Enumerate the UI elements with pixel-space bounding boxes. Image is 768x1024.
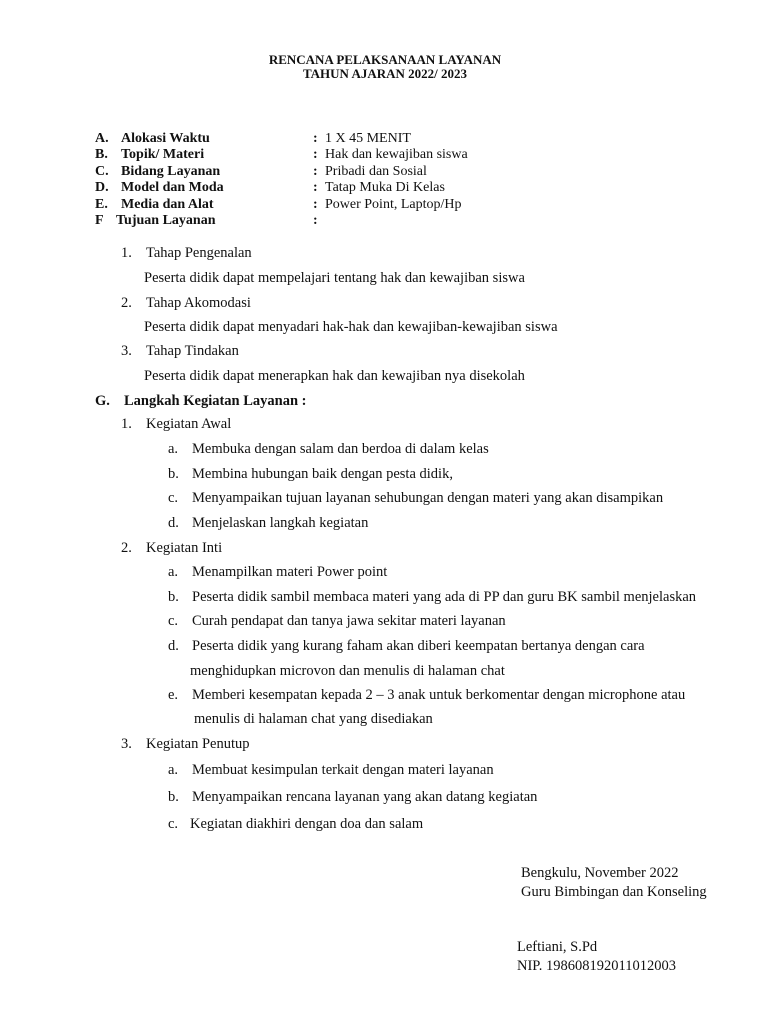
tujuan-title: Tahap Tindakan — [146, 343, 239, 359]
list-item: Curah pendapat dan tanya jawa sekitar materi layanan — [192, 613, 506, 629]
info-colon: : — [313, 180, 318, 195]
info-label: Tujuan Layanan — [116, 213, 216, 228]
info-value: Pribadi dan Sosial — [325, 164, 427, 179]
item-letter: a. — [168, 441, 179, 457]
list-item: Memberi kesempatan kepada 2 – 3 anak untuk berkomentar dengan microphone atau — [192, 687, 686, 703]
info-label: Topik/ Materi — [121, 147, 205, 162]
list-item: Menyampaikan rencana layanan yang akan datang kegiatan — [192, 789, 538, 805]
tujuan-title: Tahap Akomodasi — [146, 295, 251, 311]
place-date: Bengkulu, November 2022 — [521, 865, 679, 881]
item-letter: c. — [168, 490, 179, 506]
info-value: Tatap Muka Di Kelas — [325, 180, 445, 195]
tujuan-desc: Peserta didik dapat mempelajari tentang hak dan kewajiban siswa — [144, 270, 525, 286]
info-value: Hak dan kewajiban siswa — [325, 147, 468, 162]
subsection-title: Kegiatan Penutup — [146, 736, 250, 752]
list-item: Menampilkan materi Power point — [192, 564, 388, 580]
list-item-continuation: menghidupkan microvon dan menulis di halaman chat — [190, 663, 505, 679]
list-number: 1. — [121, 245, 132, 261]
item-letter: a. — [168, 762, 179, 778]
list-item: Menyampaikan tujuan layanan sehubungan dengan materi yang akan disampikan — [192, 490, 664, 506]
info-value: 1 X 45 MENIT — [325, 131, 411, 146]
item-letter: b. — [168, 589, 179, 605]
item-letter: c. — [168, 816, 179, 832]
list-item: Menjelaskan langkah kegiatan — [192, 515, 369, 531]
info-colon: : — [313, 164, 318, 179]
signer-nip: NIP. 198608192011012003 — [517, 958, 676, 974]
list-number: 3. — [121, 736, 132, 752]
signer-name: Leftiani, S.Pd — [517, 939, 598, 955]
list-item: Membuka dengan salam dan berdoa di dalam kelas — [192, 441, 489, 457]
info-letter: A. — [95, 131, 109, 146]
info-letter: F — [95, 213, 104, 228]
list-item: Kegiatan diakhiri dengan doa dan salam — [190, 816, 424, 832]
tujuan-title: Tahap Pengenalan — [146, 245, 252, 261]
info-label: Media dan Alat — [121, 197, 214, 212]
tujuan-desc: Peserta didik dapat menyadari hak-hak dan kewajiban-kewajiban siswa — [144, 319, 558, 335]
subsection-title: Kegiatan Awal — [146, 416, 232, 432]
list-number: 2. — [121, 295, 132, 311]
item-letter: c. — [168, 613, 179, 629]
list-item: Peserta didik yang kurang faham akan diberi keempatan bertanya dengan cara — [192, 638, 645, 654]
document-title: RENCANA PELAKSANAAN LAYANAN — [268, 52, 502, 67]
item-letter: e. — [168, 687, 179, 703]
list-number: 2. — [121, 540, 132, 556]
subsection-title: Kegiatan Inti — [146, 540, 223, 556]
info-colon: : — [313, 131, 318, 146]
document-subtitle: TAHUN AJARAN 2022/ 2023 — [302, 66, 468, 81]
list-item: Membina hubungan baik dengan pesta didik, — [192, 466, 453, 482]
info-label: Bidang Layanan — [121, 164, 221, 179]
list-item-continuation: menulis di halaman chat yang disediakan — [194, 711, 433, 727]
info-value: Power Point, Laptop/Hp — [325, 197, 462, 212]
info-letter: B. — [95, 147, 108, 162]
item-letter: b. — [168, 466, 179, 482]
info-label: Alokasi Waktu — [121, 131, 210, 146]
item-letter: d. — [168, 638, 179, 654]
info-label: Model dan Moda — [121, 180, 224, 195]
info-letter: D. — [95, 180, 109, 195]
section-heading: Langkah Kegiatan Layanan : — [124, 393, 307, 409]
list-item: Membuat kesimpulan terkait dengan materi layanan — [192, 762, 494, 778]
info-colon: : — [313, 147, 318, 162]
section-letter: G. — [95, 393, 110, 409]
list-number: 3. — [121, 343, 132, 359]
signer-role: Guru Bimbingan dan Konseling — [521, 884, 707, 900]
item-letter: b. — [168, 789, 179, 805]
tujuan-desc: Peserta didik dapat menerapkan hak dan kewajiban nya disekolah — [144, 368, 525, 384]
item-letter: d. — [168, 515, 179, 531]
info-colon: : — [313, 213, 318, 228]
item-letter: a. — [168, 564, 179, 580]
info-colon: : — [313, 197, 318, 212]
info-letter: E. — [95, 197, 108, 212]
list-item: Peserta didik sambil membaca materi yang ada di PP dan guru BK sambil menjelaskan — [192, 589, 697, 605]
info-letter: C. — [95, 164, 109, 179]
list-number: 1. — [121, 416, 132, 432]
